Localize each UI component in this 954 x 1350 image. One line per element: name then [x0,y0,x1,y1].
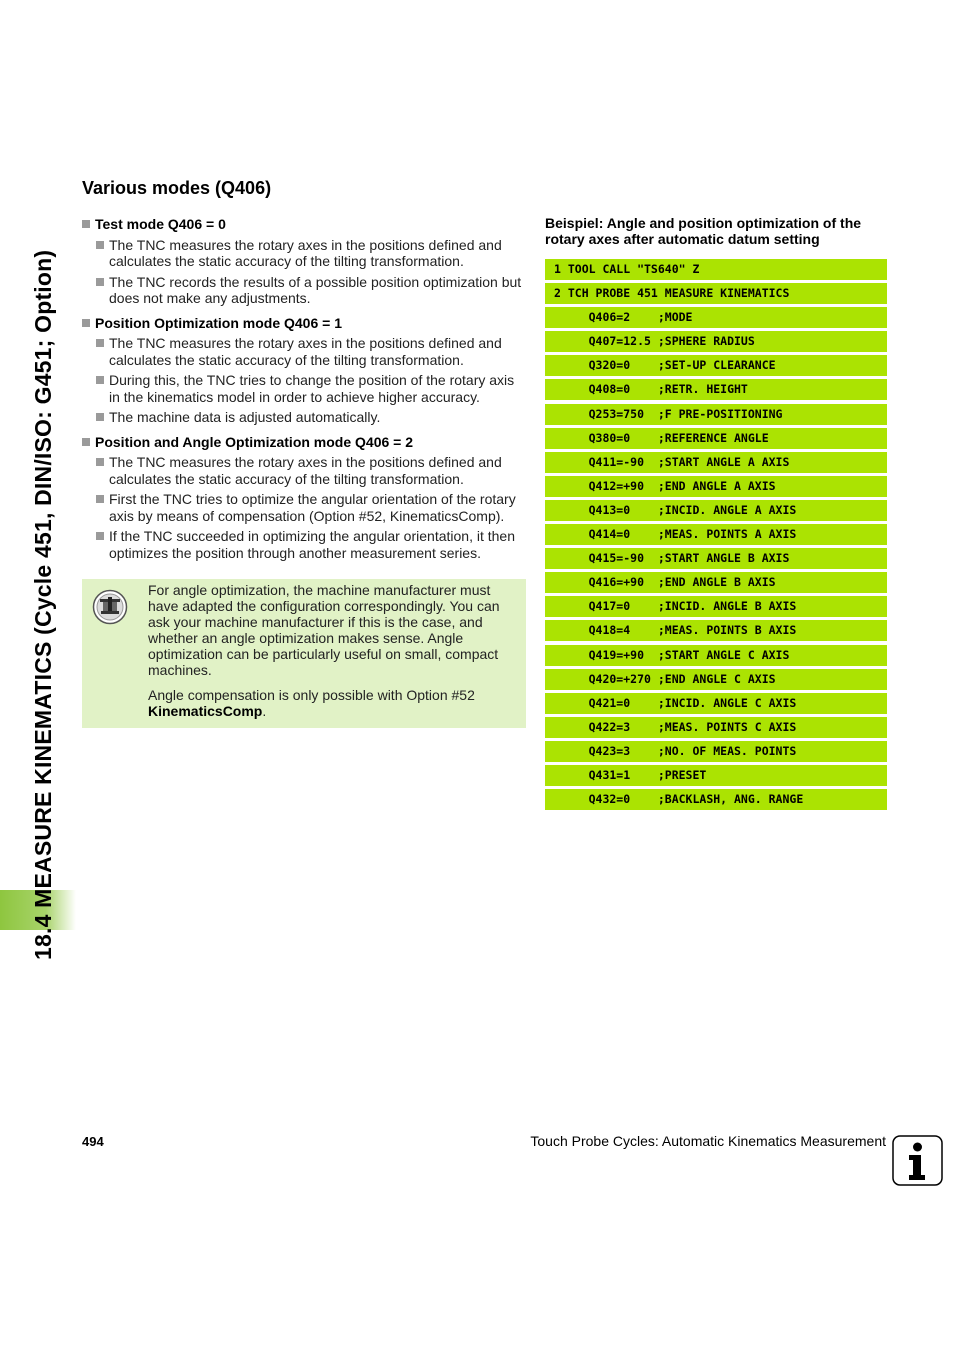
mode-title: Position and Angle Optimization mode Q406 = 2 [82,434,527,451]
code-line: Q414=0 ;MEAS. POINTS A AXIS [545,524,887,545]
square-bullet-icon [96,376,104,384]
modes-list [82,216,527,569]
mode-bullet: The machine data is adjusted automatically. [82,409,527,426]
code-line: Q408=0 ;RETR. HEIGHT [545,379,887,400]
chapter-tab-title: 18.4 MEASURE KINEMATICS (Cycle 451, DIN/ISO: G451; Option) [30,249,56,960]
code-line: Q422=3 ;MEAS. POINTS C AXIS [545,717,887,738]
square-bullet-icon [96,458,104,466]
example-title: Beispiel: Angle and position optimization of the rotary axes after automatic datum setting [545,215,862,247]
code-line: Q415=-90 ;START ANGLE B AXIS [545,548,887,569]
section-heading: Various modes (Q406) [82,178,272,198]
mode-title: Position Optimization mode Q406 = 1 [82,315,527,332]
note-paragraph: Angle compensation is only possible with Option #52 KinematicsComp. [148,687,475,719]
mode-bullet: If the TNC succeeded in optimizing the angular orientation, it then optimizes the position through another measurement series. [82,528,527,561]
square-bullet-icon [96,241,104,249]
nc-program-listing [545,259,887,813]
code-line: Q413=0 ;INCID. ANGLE A AXIS [545,500,887,521]
code-line: Q320=0 ;SET-UP CLEARANCE [545,355,887,376]
mode-item [82,434,527,562]
mode-item [82,216,527,307]
square-bullet-icon [96,339,104,347]
code-line: Q253=750 ;F PRE-POSITIONING [545,404,887,425]
code-line: Q419=+90 ;START ANGLE C AXIS [545,645,887,666]
square-bullet-icon [96,278,104,286]
page-number: 494 [82,1134,104,1149]
mode-item [82,315,527,426]
code-line: 2 TCH PROBE 451 MEASURE KINEMATICS [545,283,887,304]
code-line: Q421=0 ;INCID. ANGLE C AXIS [545,693,887,714]
square-bullet-icon [82,319,90,327]
code-line: Q412=+90 ;END ANGLE A AXIS [545,476,887,497]
mode-bullet: First the TNC tries to optimize the angular orientation of the rotary axis by means of compensation (Option #52, KinematicsComp). [82,491,527,524]
mode-bullet: The TNC measures the rotary axes in the positions defined and calculates the static accuracy of the tilting transformation. [82,237,527,270]
machine-manufacturer-icon [92,589,128,625]
code-line: Q411=-90 ;START ANGLE A AXIS [545,452,887,473]
mode-bullet: The TNC measures the rotary axes in the positions defined and calculates the static accuracy of the tilting transformation. [82,454,527,487]
mode-bullet: The TNC records the results of a possible position optimization but does not make any adjustments. [82,274,527,307]
code-line: Q431=1 ;PRESET [545,765,887,786]
code-line: Q432=0 ;BACKLASH, ANG. RANGE [545,789,887,810]
square-bullet-icon [96,495,104,503]
info-icon[interactable] [892,1135,943,1186]
square-bullet-icon [82,438,90,446]
square-bullet-icon [82,220,90,228]
code-line: Q420=+270 ;END ANGLE C AXIS [545,669,887,690]
code-line: Q423=3 ;NO. OF MEAS. POINTS [545,741,887,762]
manufacturer-note [82,579,526,728]
note-paragraph: For angle optimization, the machine manufacturer must have adapted the configuration correspondingly. You can ask your machine manufacturer if this is the case, and whether an angle optimization makes sense. Angle optimization can be particularly useful on small, compact machines. [148,582,500,678]
mode-bullet: The TNC measures the rotary axes in the positions defined and calculates the static accuracy of the tilting transformation. [82,335,527,368]
code-line: Q407=12.5 ;SPHERE RADIUS [545,331,887,352]
footer-title: Touch Probe Cycles: Automatic Kinematics Measurement [530,1133,886,1149]
code-line: Q418=4 ;MEAS. POINTS B AXIS [545,620,887,641]
code-line: 1 TOOL CALL "TS640" Z [545,259,887,280]
code-line: Q416=+90 ;END ANGLE B AXIS [545,572,887,593]
code-line: Q406=2 ;MODE [545,307,887,328]
mode-title: Test mode Q406 = 0 [82,216,527,233]
square-bullet-icon [96,532,104,540]
mode-bullet: During this, the TNC tries to change the position of the rotary axis in the kinematics model in order to achieve higher accuracy. [82,372,527,405]
code-line: Q417=0 ;INCID. ANGLE B AXIS [545,596,887,617]
code-line: Q380=0 ;REFERENCE ANGLE [545,428,887,449]
square-bullet-icon [96,413,104,421]
